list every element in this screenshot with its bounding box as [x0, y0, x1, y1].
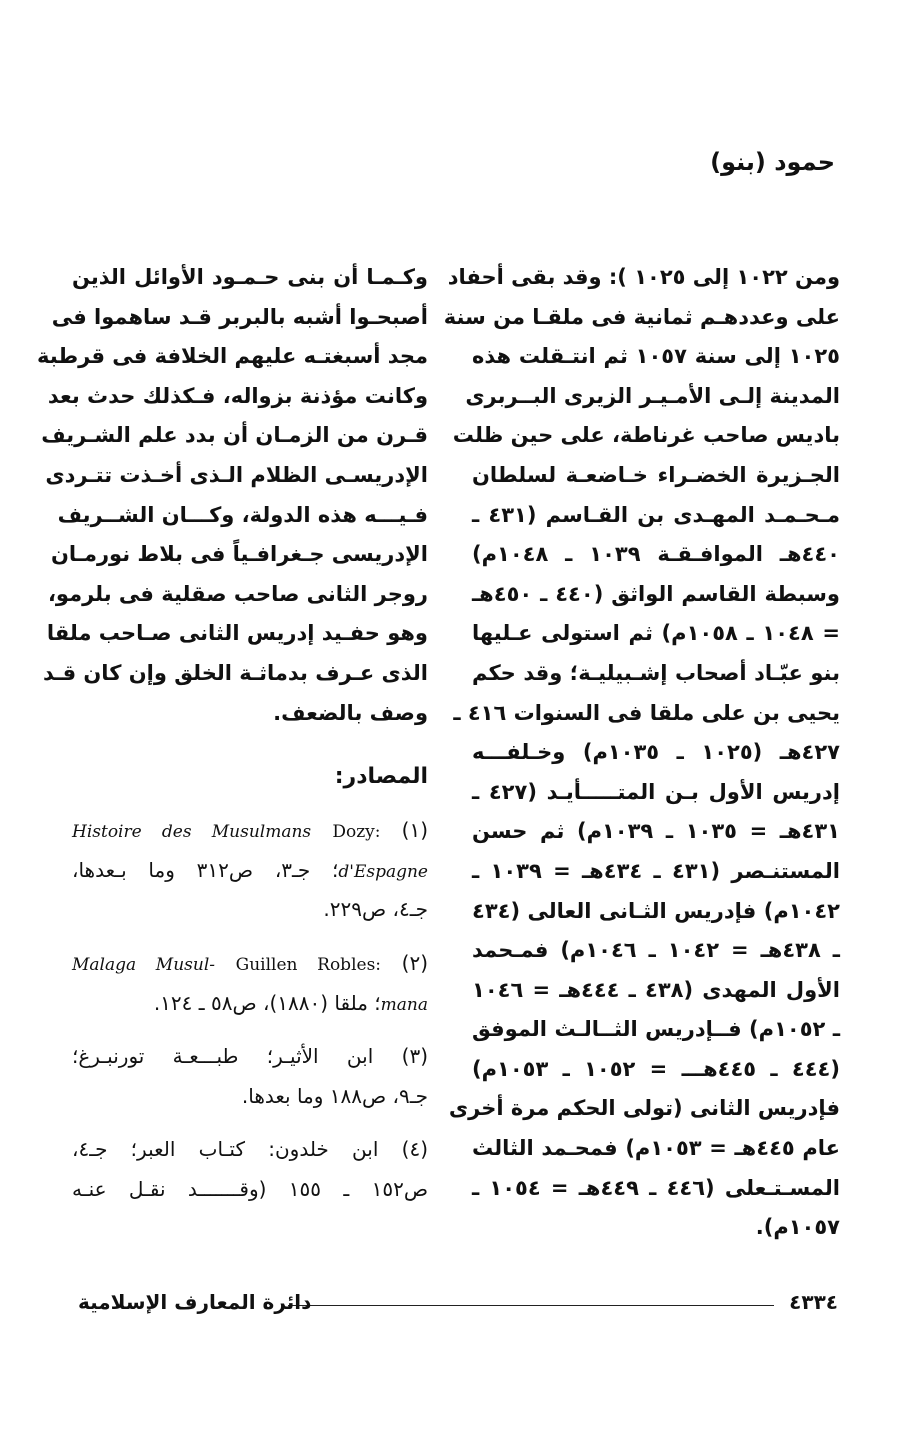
reference-1 — [72, 811, 428, 930]
text-line: باديس صاحب غرناطة، على حين ظلت — [452, 423, 840, 448]
text-line: المسـتـعلى (٤٤٦ ـ ٤٤٩هـ = ١٠٥٤ ـ — [472, 1175, 840, 1200]
sources-heading: المصادر: — [334, 764, 428, 790]
running-head: حمود (بنو) — [710, 148, 835, 176]
text-line: فـيـــه هذه الدولة، وكـــان الشــريف — [57, 502, 428, 527]
publication-title: دائرة المعارف الإسلامية — [78, 1290, 312, 1314]
reference-number: (٢) — [401, 950, 429, 975]
left-column — [37, 258, 429, 1209]
text-line-last: وصف بالضعف. — [273, 700, 428, 725]
text-line: ـ ٤٣٨هـ = ١٠٤٢ ـ ١٠٤٦م) فمـحمد — [472, 938, 840, 963]
text-line: = ١٠٤٨ ـ ١٠٥٨م) ثم استولى عـليها — [472, 621, 840, 646]
text-line: فإدريس الثانى (تولى الحكم مرة أخرى — [448, 1096, 840, 1121]
text-line: وهو حفـيد إدريس الثانى صـاحب ملقا — [46, 621, 428, 646]
page-footer — [78, 1290, 838, 1320]
text-line: على وعددهـم ثمانية فى ملقـا من سنة — [443, 304, 840, 329]
reference-line: ص١٥٢ ـ ١٥٥ (وقـــــــد نقـل عنـه — [72, 1176, 428, 1201]
text-line: روجر الثانى صاحب صقلية فى بلرمو، — [47, 581, 428, 606]
text-line: المستنـصر (٤٣١ ـ ٤٣٤هـ = ١٠٣٩ ـ — [472, 858, 840, 883]
reference-title: Histoire des Musulmans — [72, 822, 312, 843]
text-line: الجـزيرة الخضـراء خـاضعـة لسلطان — [472, 462, 840, 487]
text-line: ٤٣١هـ = ١٠٣٥ ـ ١٠٣٩م) ثم حسن — [472, 819, 840, 844]
reference-3 — [72, 1037, 428, 1116]
reference-line: جـ٩، ص١٨٨ وما بعدها. — [241, 1083, 428, 1108]
reference-line — [72, 851, 428, 891]
text-line: الأول المهدى (٤٣٨ ـ ٤٤٤هـ = ١٠٤٦ — [472, 977, 840, 1002]
text-line: الذى عـرف بدماثـة الخلق وإن كان قـد — [43, 660, 428, 685]
reference-line: (٤) ابن خلدون: كتـاب العبر؛ جـ٤، — [72, 1137, 428, 1162]
text-line: الإدريسى جـغرافـياً فى بلاط نورمـان — [50, 542, 428, 567]
reference-line — [72, 984, 428, 1024]
text-line: ١٠٢٥ إلى سنة ١٠٥٧ ثم انتـقلت هذه — [472, 344, 840, 369]
text-line: وسبطة القاسم الواثق (٤٤٠ ـ ٤٥٠هـ — [472, 581, 840, 606]
text-line: قـرن من الزمـان أن بدد علم الشـريف — [41, 423, 428, 448]
reference-title: Malaga Musul- — [72, 954, 216, 975]
right-column — [443, 258, 841, 1248]
reference-author: Dozy: — [332, 822, 381, 843]
text-line: أصبحـوا أشبه بالبربر قـد ساهموا فى — [51, 304, 428, 329]
text-line: ٤٤٠هـ الموافـقـة ١٠٣٩ ـ ١٠٤٨م) — [472, 542, 840, 567]
reference-4 — [72, 1130, 428, 1209]
text-line: بنو عبّـاد أصحاب إشـبيليـة؛ وقد حكم — [472, 660, 840, 685]
reference-line: جـ٤، ص٢٢٩. — [323, 897, 428, 922]
reference-details: ؛ جـ٣، ص٣١٢ وما بـعدها، — [72, 857, 339, 882]
text-line: ـ ١٠٥٢م) فــإدريس الثــالـث الموفق — [472, 1017, 841, 1042]
text-line: مـحـمـد المهـدى بن القـاسم (٤٣١ ـ — [472, 502, 840, 527]
reference-details: ؛ ملقا (١٨٨٠)، ص٥٨ ـ ١٢٤. — [153, 990, 381, 1015]
text-line: إدريس الأول بـن المتـــــأيـد (٤٢٧ ـ — [472, 779, 840, 804]
text-line: الإدريسـى الظلام الـذى أخـذت تتـردى — [45, 462, 428, 487]
reference-title-cont: mana — [380, 994, 428, 1015]
page-number: ٤٣٣٤ — [789, 1290, 838, 1314]
reference-line — [72, 944, 428, 984]
text-line: وكـمـا أن بنى حـمـود الأوائل الذين — [72, 265, 428, 289]
text-line: وكانت مؤذنة بزواله، فـكذلك حدث بعد — [47, 383, 428, 408]
footer-rule — [288, 1305, 774, 1306]
text-line: المدينة إلـى الأمـيـر الزيرى البــربرى — [465, 383, 840, 408]
text-line: ٤٢٧هـ (١٠٢٥ ـ ١٠٣٥م) وخـلفـــه — [472, 740, 840, 765]
reference-number: (١) — [401, 818, 429, 843]
reference-2 — [72, 944, 428, 1023]
text-line: ١٠٤٢م) فإدريس الثـانى العالى (٤٣٤ — [472, 898, 840, 923]
text-line: (٤٤٤ ـ ٤٤٥هـــ = ١٠٥٢ ـ ١٠٥٣م) — [472, 1056, 840, 1081]
reference-line: (٣) ابن الأثيـر؛ طبـــعـة تورنبـرغ؛ — [72, 1044, 428, 1069]
reference-author: Guillen Robles: — [235, 954, 382, 975]
text-line-last: ١٠٥٧م). — [755, 1215, 840, 1240]
text-line: مجد أسبغتـه عليهم الخلافة فى قرطبة — [37, 344, 428, 369]
text-line: ومن ١٠٢٢ إلى ١٠٢٥ ): وقد بقى أحفاد — [447, 265, 840, 289]
reference-title-cont: d'Espagne — [338, 861, 428, 882]
text-line: يحيى بن على ملقا فى السنوات ٤١٦ ـ — [453, 700, 840, 725]
reference-line — [72, 811, 428, 851]
text-line: عام ٤٤٥هـ = ١٠٥٣م) فمحـمد الثالث — [472, 1136, 840, 1161]
